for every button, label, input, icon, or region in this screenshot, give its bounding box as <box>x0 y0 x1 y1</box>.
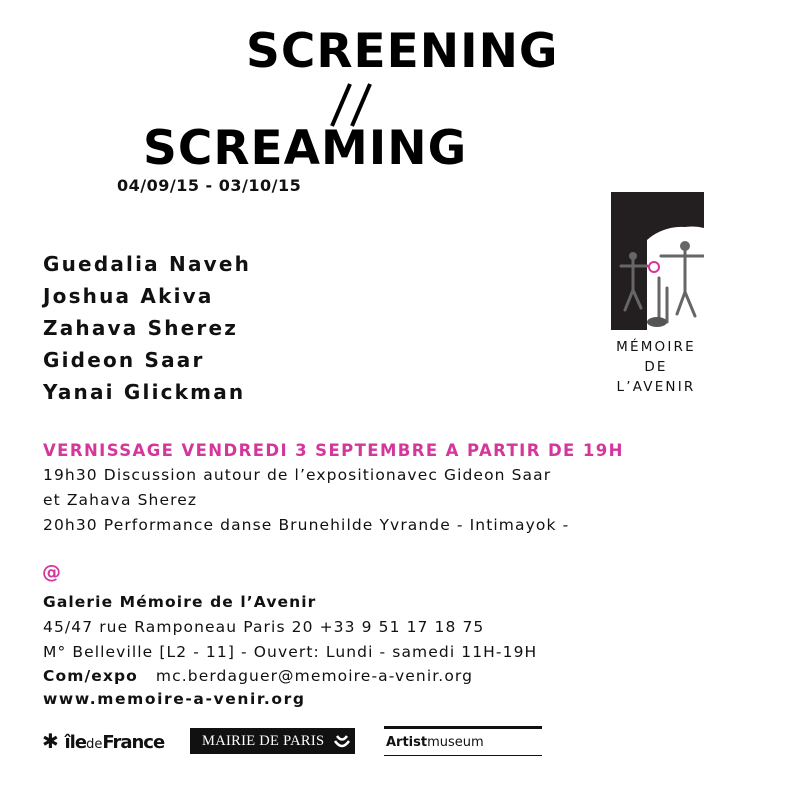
iledefrance-france: France <box>102 732 165 753</box>
mairie-de-paris-logo <box>190 728 355 754</box>
exhibition-dates: 04/09/15 - 03/10/15 <box>117 176 302 195</box>
artist-name: Guedalia Naveh <box>43 252 252 276</box>
mairie-label: MAIRIE DE PARIS <box>202 732 325 749</box>
museum-word: museum <box>427 735 484 750</box>
artistmuseum-text <box>386 735 484 750</box>
logo-text-line3: L’AVENIR <box>616 379 696 395</box>
email-link[interactable]: mc.berdaguer@memoire-a-venir.org <box>155 667 474 685</box>
star-icon: ✱ <box>42 729 59 753</box>
logo-text-line2: DE <box>644 359 668 375</box>
artist-name: Gideon Saar <box>43 348 205 372</box>
at-icon: @ <box>42 561 61 583</box>
website-link[interactable]: www.memoire-a-venir.org <box>43 690 306 708</box>
gallery-name: Galerie Mémoire de l’Avenir <box>43 593 317 611</box>
iledefrance-logo <box>42 729 164 753</box>
artist-name: Yanai Glickman <box>43 380 246 404</box>
logo-text-line1: MÉMOIRE <box>616 339 696 355</box>
contact-line <box>43 669 473 685</box>
gallery-hours: M° Belleville [L2 - 11] - Ouvert: Lundi - samedi 11H-19H <box>43 643 538 661</box>
artist-word: Artist <box>386 735 428 750</box>
iledefrance-ile: île <box>64 732 87 753</box>
com-label: Com/expo <box>43 667 138 685</box>
artistmuseum-logo <box>384 726 542 756</box>
paris-ship-icon <box>332 731 352 751</box>
vernissage-line: 20h30 Performance danse Brunehilde Yvrande - Intimayok - <box>43 516 570 534</box>
artist-name: Joshua Akiva <box>43 284 214 308</box>
artistmuseum-bottomline <box>384 755 542 756</box>
title-line1: SCREENING <box>246 24 559 79</box>
vernissage-heading: VERNISSAGE VENDREDI 3 SEPTEMBRE A PARTIR DE 19H <box>43 441 624 460</box>
iledefrance-de: de <box>86 737 103 752</box>
vernissage-line: 19h30 Discussion autour de l’expositionavec Gideon Saar <box>43 466 552 484</box>
figures-sculpture-icon <box>611 192 704 330</box>
vernissage-line: et Zahava Sherez <box>43 491 198 509</box>
gallery-address: 45/47 rue Ramponeau Paris 20 +33 9 51 17 18 75 <box>43 618 485 636</box>
artistmuseum-topline <box>384 726 542 729</box>
artist-name: Zahava Sherez <box>43 316 239 340</box>
title-line2: SCREAMING <box>143 121 468 176</box>
